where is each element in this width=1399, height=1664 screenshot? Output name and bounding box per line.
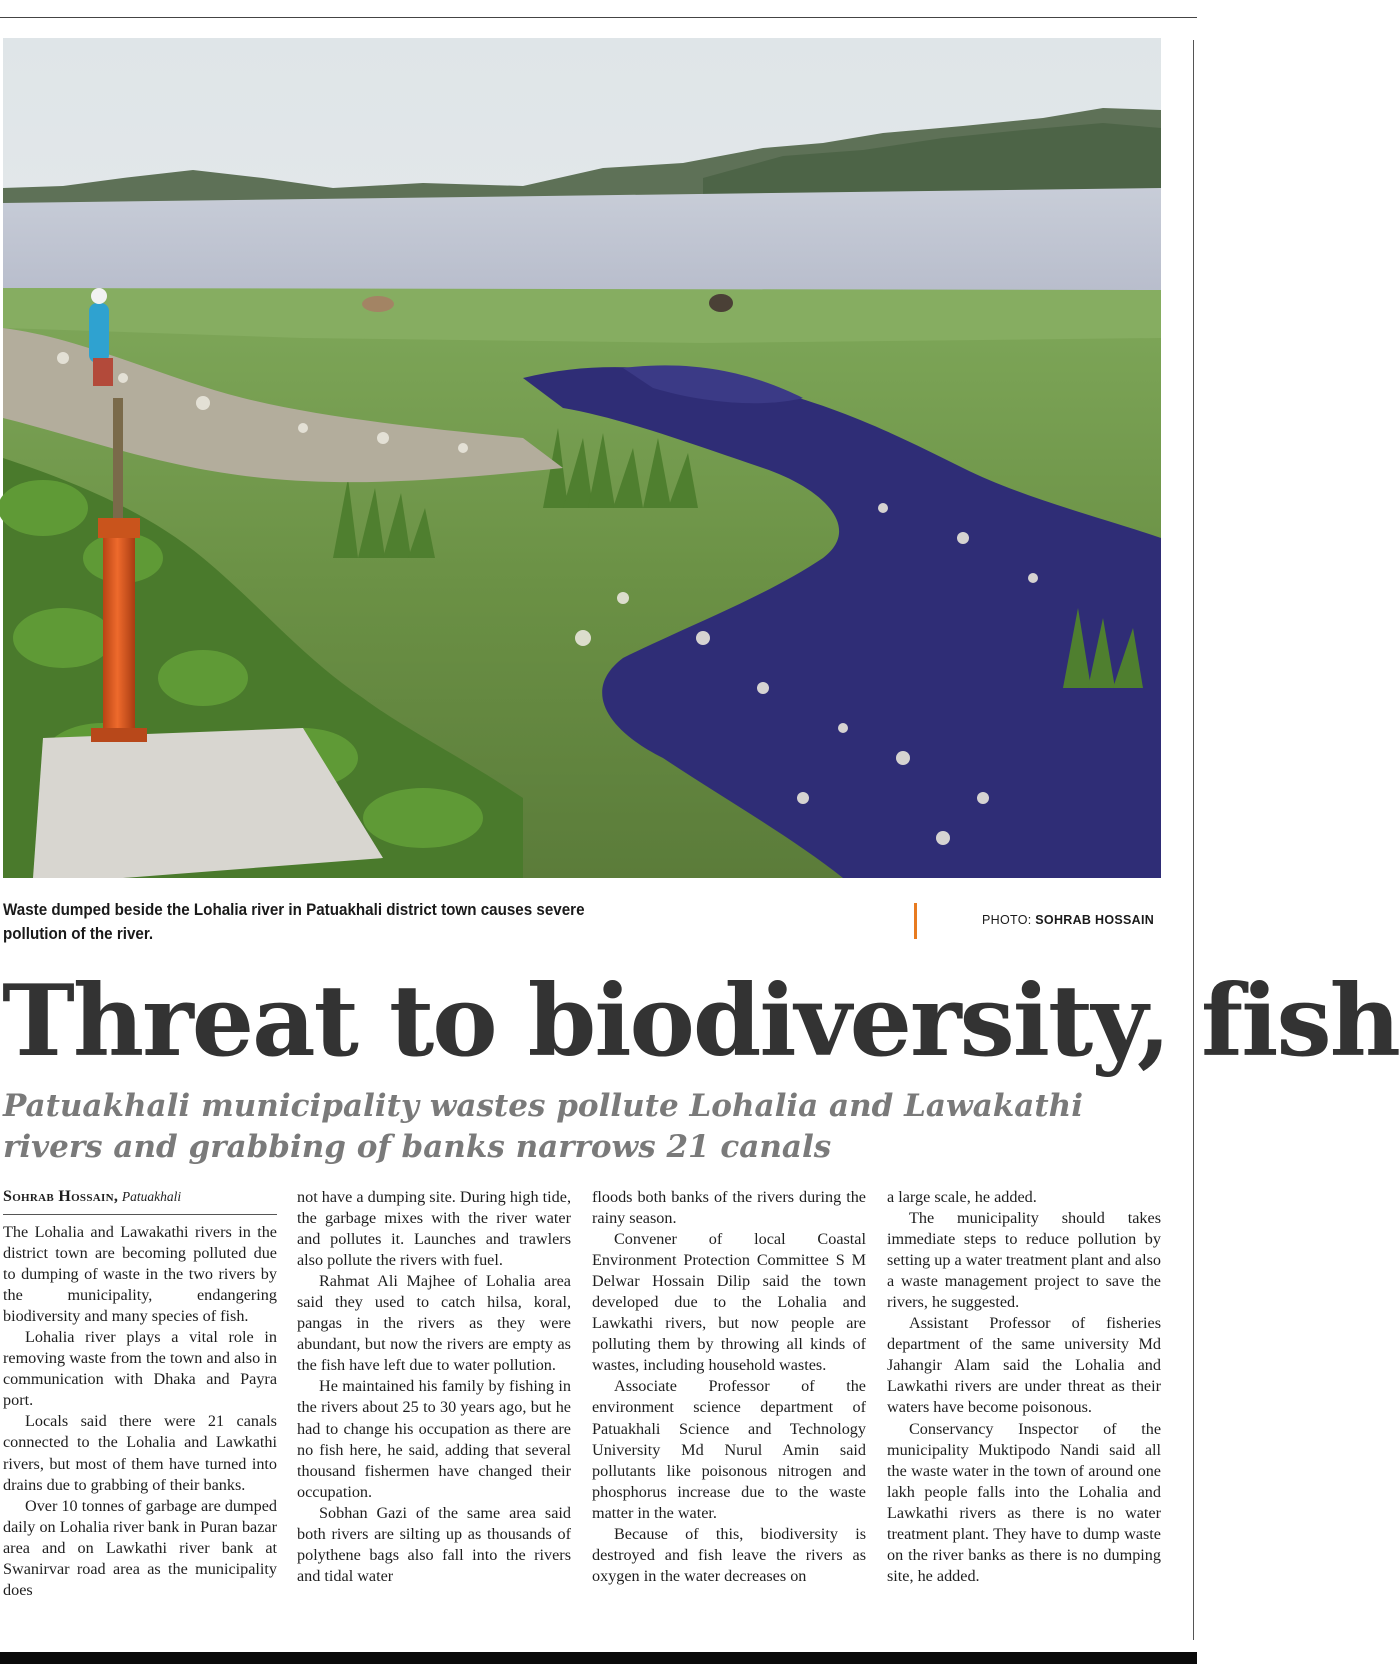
river-pollution-photo — [3, 38, 1161, 878]
paragraph: Assistant Professor of fisheries department of the same university Md Jahangir Alam said the Lohalia and Lawkathi rivers are under threat as their waters have become poisonous. — [887, 1314, 1161, 1417]
paragraph: a large scale, he added. — [887, 1188, 1037, 1206]
byline — [3, 1187, 277, 1207]
article-column-4 — [887, 1187, 1161, 1587]
paragraph: floods both banks of the rivers during the rainy season. — [592, 1188, 866, 1228]
paragraph: Rahmat Ali Majhee of Lohalia area said they used to catch hilsa, koral, pangas in the rivers as they were abundant, but now the rivers are empty as the fish have left due to water pollution. — [297, 1272, 571, 1375]
paragraph: Sobhan Gazi of the same area said both rivers are silting up as thousands of polythene bags also fall into the rivers and tidal water — [297, 1503, 571, 1585]
byline-name: Sohrab Hossain, — [3, 1188, 119, 1205]
byline-rule — [3, 1214, 277, 1215]
paragraph: The municipality should takes immediate steps to reduce pollution by setting up a water treatment plant and also a waste management project to save the rivers, he suggested. — [887, 1209, 1161, 1312]
paragraph: Convener of local Coastal Environment Protection Committee S M Delwar Hossain Dilip said the town developed due to the Lohalia and Lawkathi rivers, but now people are polluting them by throwing all kinds of wastes, including household wastes. — [592, 1230, 866, 1375]
caption-accent-bar — [914, 903, 917, 939]
photo-credit — [982, 913, 1154, 927]
paragraph: The Lohalia and Lawakathi rivers in the district town are becoming polluted due to dumping of waste in the two rivers by the municipality, endangering biodiversity and many species of fish. — [3, 1223, 277, 1326]
column-rule — [1193, 40, 1194, 1640]
page-bottom-bar — [0, 1652, 1197, 1664]
paragraph: Over 10 tonnes of garbage are dumped daily on Lohalia river bank in Puran bazar area and on Lawkathi river bank at Swanirvar road area as the municipality does — [3, 1496, 277, 1599]
photo-credit-name: SOHRAB HOSSAIN — [1035, 913, 1155, 927]
article-column-1 — [3, 1222, 277, 1601]
paragraph: Conservancy Inspector of the municipality Muktipodo Nandi said all the waste water in the town of around one lakh people falls into the Lohalia and Lawkathi rivers as there is no water treatment plant. They have to dump waste on the river banks as there is no dumping site, he added. — [887, 1419, 1161, 1585]
photo-credit-label: PHOTO: — [982, 913, 1032, 927]
paragraph: Because of this, biodiversity is destroyed and fish leave the rivers as oxygen in the water decreases on — [592, 1524, 866, 1585]
paragraph: He maintained his family by fishing in the rivers about 25 to 30 years ago, but he had to change his occupation as there are no fish here, he said, adding that several thousand fishermen have changed their occupation. — [297, 1377, 571, 1501]
paragraph: not have a dumping site. During high tide, the garbage mixes with the river water and pollutes it. Launches and trawlers also pollute the rivers with fuel. — [297, 1188, 571, 1270]
paragraph: Locals said there were 21 canals connected to the Lohalia and Lawkathi rivers, but most of them have turned into drains due to grabbing of their banks. — [3, 1412, 277, 1494]
article-column-3 — [592, 1187, 866, 1587]
paragraph: Associate Professor of the environment science department of Patuakhali Science and Technology University Md Nurul Amin said pollutants like poisonous nitrogen and phosphorus increase due to the waste matter in the water. — [592, 1377, 866, 1522]
subhead: Patuakhali municipality wastes pollute Lohalia and Lawakathi rivers and grabbing of banks narrows 21 canals — [3, 1088, 1083, 1165]
top-rule — [0, 17, 1197, 18]
headline: Threat to biodiversity, fish — [2, 964, 1399, 1079]
byline-place: Patuakhali — [121, 1189, 182, 1204]
paragraph: Lohalia river plays a vital role in removing waste from the town and also in communication with Dhaka and Payra port. — [3, 1328, 277, 1410]
article-column-2 — [297, 1187, 571, 1587]
photo-caption: Waste dumped beside the Lohalia river in Patuakhali district town causes severe pollution of the river. — [3, 901, 585, 943]
